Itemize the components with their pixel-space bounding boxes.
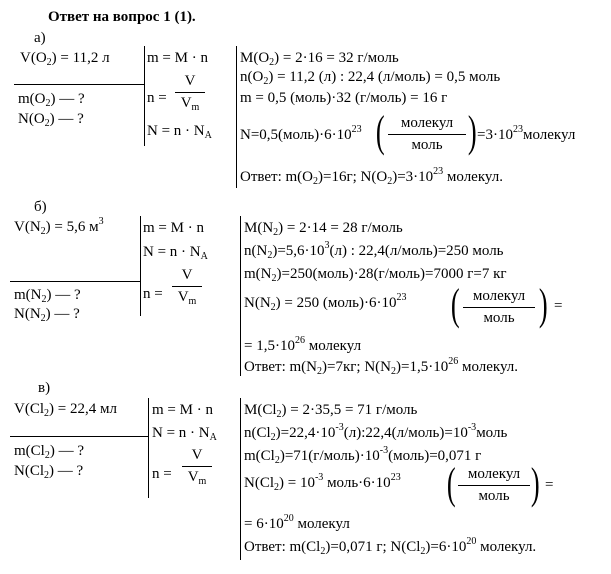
part-b-step-2: $n(N_2)=5,6\cdot 10^3(л)$ : 22,4(л/моль)=250 моль [244, 240, 504, 261]
part-c-formula-moles: n = [152, 466, 172, 482]
part-c-fraction-molecules: молекул моль [458, 467, 530, 504]
part-b-given: $V(N_2) = 5,6$ $м^3$ [14, 216, 104, 237]
part-a-step-4-result: $=3\cdot 10^{23}молекул$ [477, 124, 576, 143]
part-a-label: а) [34, 30, 46, 46]
part-b-answer: Ответ: $m(N_2)=7кг$; $N(N_2)=1,5\cdot 10^{26}$ молекул. [244, 356, 519, 377]
part-a-fraction-molecules: молекул моль [388, 116, 466, 153]
part-b-find-mass: $m(N_2)$ — ? [14, 287, 81, 305]
part-a-step-2: $n(O_2) = 11,2$ (л) : 22,4 (л/моль) = 0,5 моль [240, 69, 501, 87]
part-a-step-4: $N=0,5(моль)\cdot 6\cdot 10^{23}$ [240, 124, 362, 143]
part-b-formula-moles: n = [143, 286, 163, 302]
part-c-label: в) [38, 380, 51, 396]
part-a-divider-1 [144, 46, 145, 146]
part-a-formula-count: $N = n \cdot N_A$ [147, 123, 212, 141]
part-b-fraction-molecules: молекул моль [463, 289, 535, 326]
part-c-find-mass: $m(Cl_2)$ — ? [14, 443, 84, 461]
part-a-step-1: $M(O_2) = 2\cdot 16 = 32$ г/моль [240, 50, 399, 68]
part-b-fraction-v-vm: V $V_m$ [172, 268, 202, 305]
part-a-given-divider [14, 84, 144, 85]
part-b-divider-1 [140, 216, 141, 316]
part-c-formula-count: $N = n \cdot N_A$ [152, 425, 217, 443]
part-c-paren-left: ( [446, 459, 456, 508]
part-a-find-mass: $m(O_2)$ — ? [18, 91, 85, 109]
part-c-paren-right: ) [530, 459, 540, 508]
part-c-given-divider [10, 436, 148, 437]
part-a-step-3: m = 0,5 (моль)·32 (г/моль) = 16 г [240, 90, 448, 106]
part-c-fraction-v-vm: V $V_m$ [182, 448, 212, 485]
page-title: Ответ на вопрос 1 (1). [48, 9, 196, 25]
part-c-step-3: $m(Cl_2)=71(г/моль)\cdot 10^{-3}(моль)=0,071$ г [244, 445, 482, 466]
part-b-label: б) [34, 199, 47, 215]
part-c-step-4-equals: = [545, 477, 554, 493]
part-c-step-4: $N(Cl_2) = 10^{-3}$ $моль\cdot 6\cdot 10^{23}$ [244, 472, 401, 493]
part-b-formula-mass: m = M · n [143, 220, 204, 236]
part-c-given: $V(Cl_2) = 22,4$ мл [14, 401, 117, 419]
part-c-step-1: $M(Cl_2) = 2\cdot 35,5 = 71$ г/моль [244, 402, 418, 420]
part-a-formula-moles: n = [147, 90, 167, 106]
part-b-given-divider [10, 281, 140, 282]
part-a-paren-left: ( [375, 107, 385, 156]
part-a-given: $V(O_2) = 11,2$ л [20, 50, 110, 68]
part-b-step-4: $N(N_2) = 250$ $(моль)\cdot 6\cdot 10^{23}$ [244, 292, 407, 313]
part-b-step-5: = $1,5\cdot 10^{26}$ молекул [244, 335, 362, 354]
part-a-paren-right: ) [467, 107, 477, 156]
part-c-divider-1 [148, 398, 149, 498]
part-a-formula-mass: m = M · n [147, 50, 208, 66]
part-c-step-5: = $6\cdot 10^{20}$ молекул [244, 513, 350, 532]
part-b-step-3: $m(N_2)=250(моль)\cdot 28(г/моль)=7000$ г=7 кг [244, 266, 507, 284]
part-a-fraction-v-vm: V $V_m$ [175, 74, 205, 111]
part-c-find-count: $N(Cl_2)$ — ? [14, 463, 84, 481]
part-b-step-4-equals: = [554, 298, 563, 314]
part-b-paren-right: ) [538, 280, 548, 329]
part-c-formula-mass: m = M · n [152, 402, 213, 418]
part-b-find-count: $N(N_2)$ — ? [14, 306, 80, 324]
part-b-paren-left: ( [450, 280, 460, 329]
part-c-answer: Ответ: $m(Cl_2)=0,071$ г; $N(Cl_2)=6\cdot 10^{20}$ молекул. [244, 536, 537, 557]
part-b-divider-2 [240, 216, 241, 376]
part-c-divider-2 [240, 398, 241, 560]
part-a-find-count: $N(O_2)$ — ? [18, 111, 84, 129]
part-b-step-1: $M(N_2) = 2\cdot 14 = 28$ г/моль [244, 220, 403, 238]
part-c-step-2: $n(Cl_2)=22,4\cdot 10^{-3}(л):22,4(л/моль)=10^{-3}моль$ [244, 422, 508, 443]
part-a-divider-2 [236, 46, 237, 188]
part-b-formula-count: $N = n \cdot N_A$ [143, 244, 208, 262]
part-a-answer: Ответ: $m(O_2)=16г$; $N(O_2)=3\cdot 10^{23}$ молекул. [240, 166, 503, 187]
